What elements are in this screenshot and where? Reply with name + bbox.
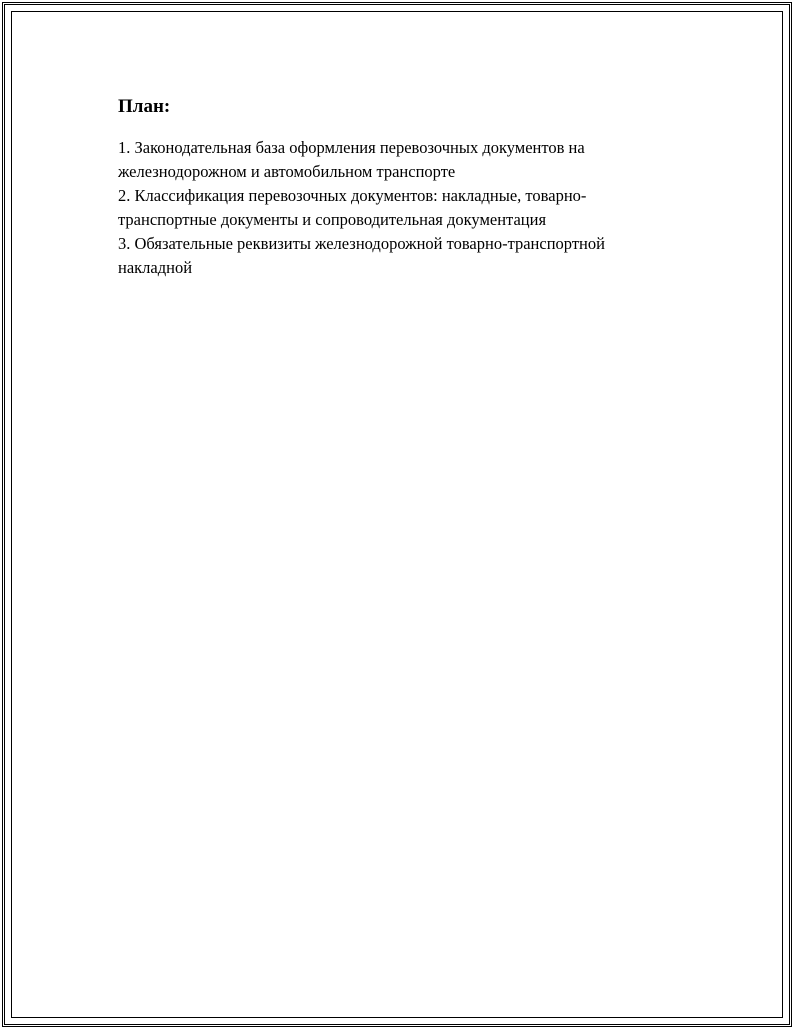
document-body <box>118 95 678 280</box>
plan-item-3: 3. Обязательные реквизиты железнодорожной товарно-транспортной накладной <box>118 234 605 277</box>
plan-heading: План: <box>118 96 171 117</box>
plan-item-1: 1. Законодательная база оформления перевозочных документов на железнодорожном и автомобильном транспорте <box>118 138 585 181</box>
plan-list <box>118 136 678 280</box>
plan-item-2: 2. Классификация перевозочных документов: накладные, товарно-транспортные документы и сопроводительная документация <box>118 186 587 229</box>
